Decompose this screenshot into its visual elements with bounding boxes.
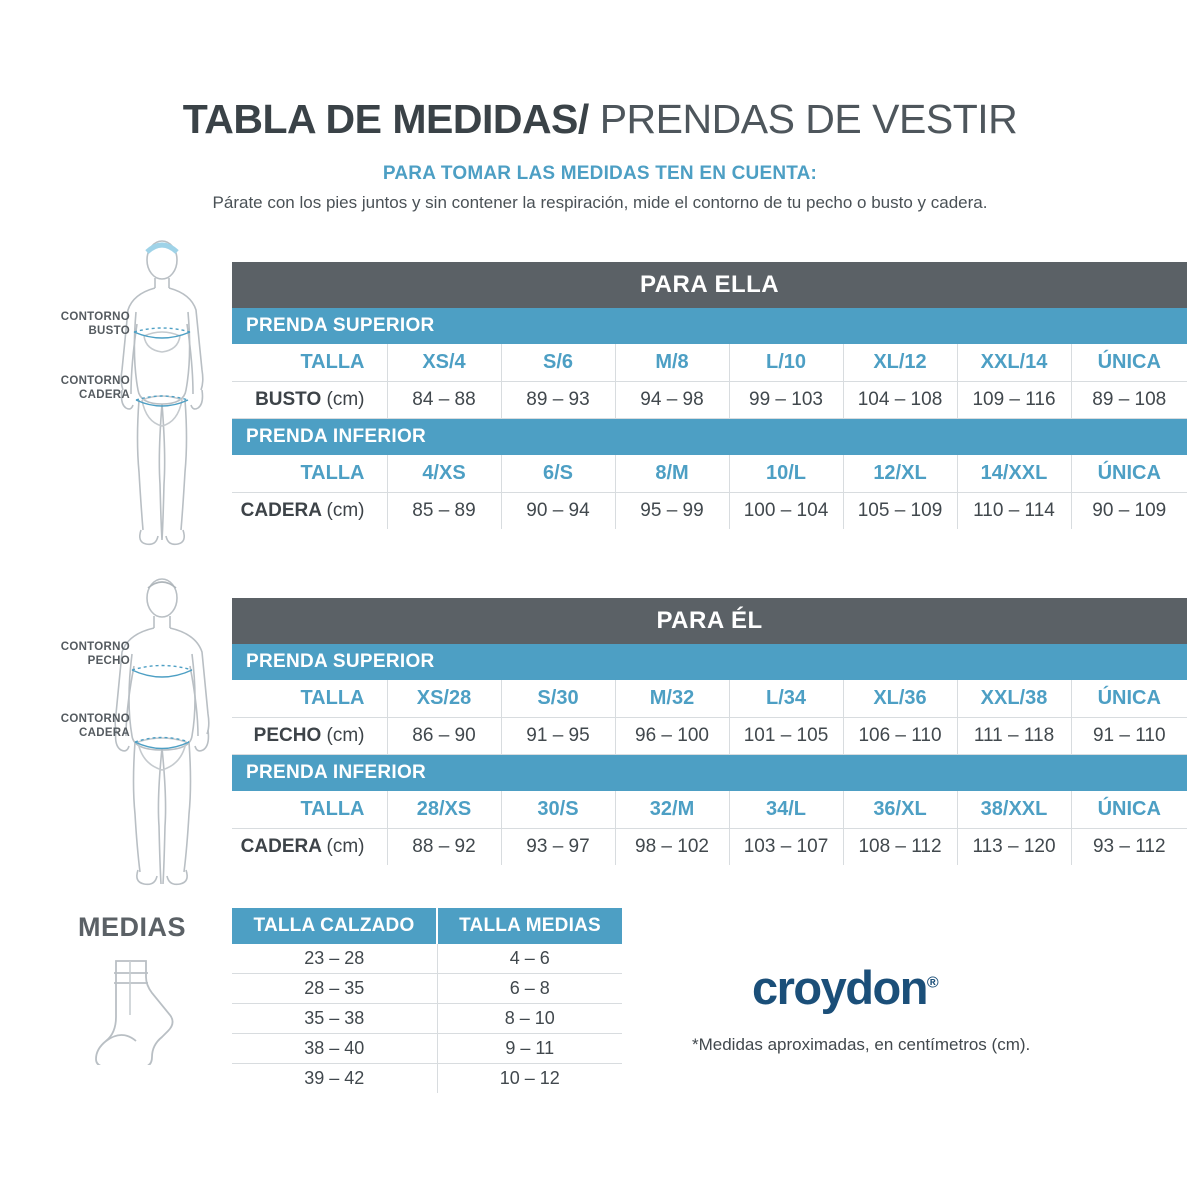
women-bust-0: 84 – 88	[387, 382, 501, 419]
page-title-strong: TABLA DE MEDIDAS/	[182, 96, 589, 142]
table-row	[232, 1034, 622, 1064]
men-chest-1: 91 – 95	[501, 718, 615, 755]
women-bust-4: 104 – 108	[843, 382, 957, 419]
page-title-light: PRENDAS DE VESTIR	[599, 96, 1018, 142]
socks-shoe-3: 38 – 40	[232, 1034, 437, 1064]
women-lower-size-0: 4/XS	[387, 455, 501, 493]
men-hip-3: 103 – 107	[729, 829, 843, 866]
socks-size-1: 6 – 8	[437, 974, 622, 1004]
men-upper-size-2: M/32	[615, 680, 729, 718]
socks-size-4: 10 – 12	[499, 1068, 560, 1088]
men-chest-5: 111 – 118	[957, 718, 1071, 755]
men-lower-banner: PRENDA INFERIOR	[232, 755, 1187, 792]
men-chest-row	[232, 718, 1187, 755]
man-chest-label: CONTORNO PECHO	[60, 641, 130, 668]
women-lower-size-row	[232, 455, 1187, 493]
men-upper-size-label: TALLA	[232, 680, 387, 718]
women-upper-size-1: S/6	[501, 344, 615, 382]
men-upper-size-3: L/34	[729, 680, 843, 718]
socks-shoe-1: 28 – 35	[232, 974, 437, 1004]
men-chest-4: 106 – 110	[843, 718, 957, 755]
men-upper-banner-row	[232, 644, 1187, 680]
men-upper-size-4: XL/36	[843, 680, 957, 718]
man-hip-label: CONTORNO CADERA	[60, 713, 130, 740]
women-bust-1: 89 – 93	[501, 382, 615, 419]
women-bust-label: BUSTO (cm)	[232, 382, 387, 419]
women-upper-size-label: TALLA	[232, 344, 387, 382]
men-chest-6: 91 – 110	[1071, 718, 1187, 755]
women-bust-2: 94 – 98	[615, 382, 729, 419]
men-hip-label: CADERA (cm)	[232, 829, 387, 866]
women-upper-size-6: ÚNICA	[1071, 344, 1187, 382]
women-banner: PARA ELLA	[232, 262, 1187, 308]
men-lower-banner-row	[232, 755, 1187, 792]
table-row	[232, 1004, 622, 1034]
women-lower-size-label: TALLA	[232, 455, 387, 493]
socks-shoe-0: 23 – 28	[232, 944, 437, 974]
table-row	[232, 974, 622, 1004]
men-banner: PARA ÉL	[232, 598, 1187, 644]
women-upper-size-0: XS/4	[387, 344, 501, 382]
women-lower-size-2: 8/M	[615, 455, 729, 493]
women-bust-5: 109 – 116	[957, 382, 1071, 419]
page-title	[0, 96, 1200, 143]
brand-registered: ®	[926, 974, 939, 992]
socks-shoe-2: 35 – 38	[232, 1004, 437, 1034]
women-upper-size-3: L/10	[729, 344, 843, 382]
men-upper-size-0: XS/28	[387, 680, 501, 718]
men-lower-size-5: 38/XXL	[957, 791, 1071, 829]
women-lower-size-1: 6/S	[501, 455, 615, 493]
women-size-table	[232, 262, 1187, 529]
men-hip-2: 98 – 102	[615, 829, 729, 866]
men-lower-size-3: 34/L	[729, 791, 843, 829]
women-lower-banner-row	[232, 419, 1187, 456]
women-bust-row	[232, 382, 1187, 419]
women-upper-banner-row	[232, 308, 1187, 344]
men-hip-6: 93 – 112	[1092, 836, 1166, 857]
women-lower-size-4: 12/XL	[843, 455, 957, 493]
men-upper-size-6: ÚNICA	[1071, 680, 1187, 718]
women-hip-label: CADERA (cm)	[232, 493, 387, 530]
men-hip-0: 88 – 92	[387, 829, 501, 866]
women-hip-1: 90 – 94	[501, 493, 615, 530]
page-header	[0, 0, 1200, 213]
women-hip-3: 100 – 104	[729, 493, 843, 530]
women-upper-size-4: XL/12	[843, 344, 957, 382]
men-hip-row	[232, 829, 1187, 866]
socks-title: MEDIAS	[78, 912, 187, 942]
women-lower-banner: PRENDA INFERIOR	[232, 419, 1187, 456]
men-chest-label: PECHO (cm)	[232, 718, 387, 755]
men-lower-size-2: 32/M	[615, 791, 729, 829]
women-hip-2: 95 – 99	[615, 493, 729, 530]
socks-header-0: TALLA CALZADO	[232, 908, 437, 944]
socks-size-2: 8 – 10	[437, 1004, 622, 1034]
men-size-table	[232, 598, 1187, 865]
men-hip-5: 113 – 120	[957, 829, 1071, 866]
men-chest-0: 86 – 90	[387, 718, 501, 755]
sock-figure	[86, 955, 216, 1070]
men-upper-size-1: S/30	[501, 680, 615, 718]
socks-header-row	[232, 908, 622, 944]
men-chest-3: 101 – 105	[729, 718, 843, 755]
men-upper-size-5: XXL/38	[957, 680, 1071, 718]
women-bust-6: 89 – 108	[1071, 382, 1187, 419]
women-hip-row	[232, 493, 1187, 530]
socks-shoe-4: 39 – 42	[232, 1064, 437, 1094]
men-lower-size-label: TALLA	[232, 791, 387, 829]
women-lower-size-5: 14/XXL	[957, 455, 1071, 493]
brand-logo	[752, 960, 939, 1015]
women-upper-banner: PRENDA SUPERIOR	[232, 308, 1187, 344]
women-hip-0: 85 – 89	[387, 493, 501, 530]
men-lower-size-6: ÚNICA	[1071, 791, 1187, 829]
men-lower-size-4: 36/XL	[843, 791, 957, 829]
women-upper-size-2: M/8	[615, 344, 729, 382]
socks-header-1: TALLA MEDIAS	[437, 908, 622, 944]
women-upper-size-5: XXL/14	[957, 344, 1071, 382]
men-lower-size-row	[232, 791, 1187, 829]
women-banner-row	[232, 262, 1187, 308]
socks-table	[232, 908, 622, 1093]
men-upper-banner: PRENDA SUPERIOR	[232, 644, 1187, 680]
women-hip-6: 90 – 109	[1092, 500, 1167, 521]
brand-name: croydon	[752, 961, 927, 1014]
men-hip-1: 93 – 97	[501, 829, 615, 866]
men-banner-row	[232, 598, 1187, 644]
men-chest-2: 96 – 100	[615, 718, 729, 755]
women-upper-size-row	[232, 344, 1187, 382]
woman-bust-label: CONTORNO BUSTO	[60, 311, 130, 338]
men-lower-size-0: 28/XS	[387, 791, 501, 829]
socks-size-3: 9 – 11	[437, 1034, 622, 1064]
sock-icon	[86, 955, 216, 1065]
women-lower-size-3: 10/L	[729, 455, 843, 493]
woman-hip-label: CONTORNO CADERA	[60, 375, 130, 402]
socks-size-0: 4 – 6	[437, 944, 622, 974]
page-subtitle: PARA TOMAR LAS MEDIDAS TEN EN CUENTA:	[382, 163, 818, 184]
men-lower-size-1: 30/S	[501, 791, 615, 829]
table-row	[232, 1064, 622, 1094]
page-instructions: Párate con los pies juntos y sin contener la respiración, mide el contorno de tu pecho o busto y cadera.	[212, 193, 988, 212]
women-hip-4: 105 – 109	[843, 493, 957, 530]
women-lower-size-6: ÚNICA	[1071, 455, 1187, 493]
men-hip-4: 108 – 112	[843, 829, 957, 866]
table-row	[232, 944, 622, 974]
brand-footnote: *Medidas aproximadas, en centímetros (cm).	[692, 1035, 1031, 1054]
men-upper-size-row	[232, 680, 1187, 718]
women-hip-5: 110 – 114	[957, 493, 1071, 530]
women-bust-3: 99 – 103	[729, 382, 843, 419]
